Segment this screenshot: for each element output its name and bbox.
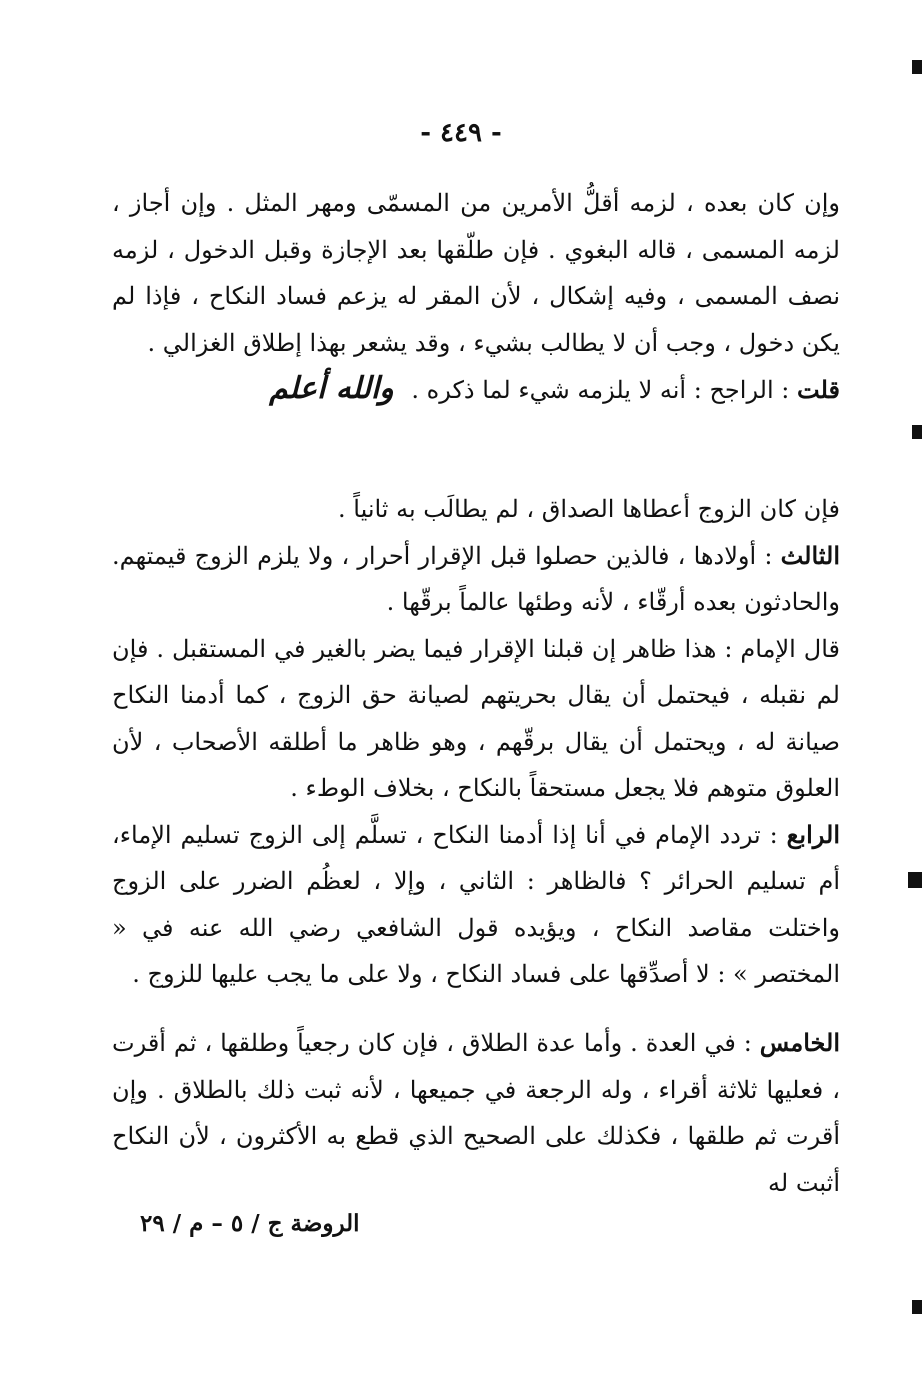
- paragraph-bughawi: وإن كان بعده ، لزمه أقلُّ الأمرين من المسمّى ومهر المثل . وإن أجاز ، لزمه المسمى ، قاله البغوي . فإن طلّقها بعد الإجازة وقبل الدخول ، لزمه نصف المسمى ، وفيه إشكال ، لأن المقر له يزعم فساد النكاح ، فإذا لم يكن دخول ، وجب أن لا يطالب بشيء ، وقد يشعر بهذا إطلاق الغزالي .: [112, 189, 840, 357]
- paragraph-text: فإن كان الزوج أعطاها الصداق ، لم يطالَب به ثانياً .: [338, 495, 840, 523]
- paragraph-third: [112, 533, 840, 626]
- paragraph-qult: [112, 366, 840, 414]
- page-number: - ٤٤٩ -: [420, 118, 502, 148]
- paragraph-lead: الرابع: [786, 819, 840, 849]
- text-block-middle: [112, 486, 840, 998]
- paragraph-text: : في العدة . وأما عدة الطلاق ، فإن كان رجعياً وطلقها ، ثم أقرت ، فعليها ثلاثة أقراء ، وله الرجعة في جميعها ، لأنه ثبت ذلك بالطلاق . وإن أقرت ثم طلقها ، فكذلك على الصحيح الذي قطع به الأكثرون ، لأن النكاح أثبت له: [112, 1029, 841, 1197]
- text-block-bottom: [112, 1020, 840, 1206]
- paragraph-imam: [112, 626, 840, 812]
- paragraph-fourth: [112, 812, 840, 998]
- scan-edge-mark: [908, 872, 922, 888]
- scan-edge-mark: [912, 425, 922, 439]
- paragraph-text: : أولادها ، فالذين حصلوا قبل الإقرار أحرار ، ولا يلزم الزوج قيمتهم. والحادثون بعده أرقّاء ، لأنه وطئها عالماً برقّها .: [112, 541, 840, 616]
- qult-lead: قلت: [797, 375, 840, 404]
- qult-closing: والله أعلم: [269, 371, 394, 406]
- footer-signature: الروضة ج / ٥ – م / ٢٩: [140, 1210, 360, 1237]
- paragraph-lead: الثالث: [780, 540, 840, 570]
- paragraph-text: قال الإمام : هذا ظاهر إن قبلنا الإقرار فيما يضر بالغير في المستقبل . فإن لم نقبله ، فيحتمل أن يقال بحريتهم لصيانة حق الزوج ، كما أدمنا النكاح صيانة له ، ويحتمل أن يقال برقّهم ، وهو ظاهر ما أطلقه الأصحاب ، لأن العلوق متوهم فلا يجعل مستحقاً بالنكاح ، بخلاف الوطء .: [112, 634, 841, 802]
- paragraph-text: : تردد الإمام في أنا إذا أدمنا النكاح ، تسلَّم إلى الزوج تسليم الإماء، أم تسليم الحرائر ؟ فالظاهر : الثاني ، وإلا ، لعظُم الضرر على الزوج واختلت مقاصد النكاح ، ويؤيده قول الشافعي رضي الله عنه في « المختصر » : لا أصدِّقها على فساد النكاح ، ولا على ما يجب عليها للزوج .: [112, 820, 841, 988]
- paragraph-fifth: [112, 1020, 840, 1206]
- qult-text: : الراجح : أنه لا يلزمه شيء لما ذكره .: [411, 376, 798, 404]
- text-block-top: [112, 180, 840, 414]
- scan-edge-mark: [912, 1300, 922, 1314]
- paragraph-sadaq: [112, 486, 840, 533]
- scan-edge-mark: [912, 60, 922, 74]
- paragraph-lead: الخامس: [759, 1028, 840, 1057]
